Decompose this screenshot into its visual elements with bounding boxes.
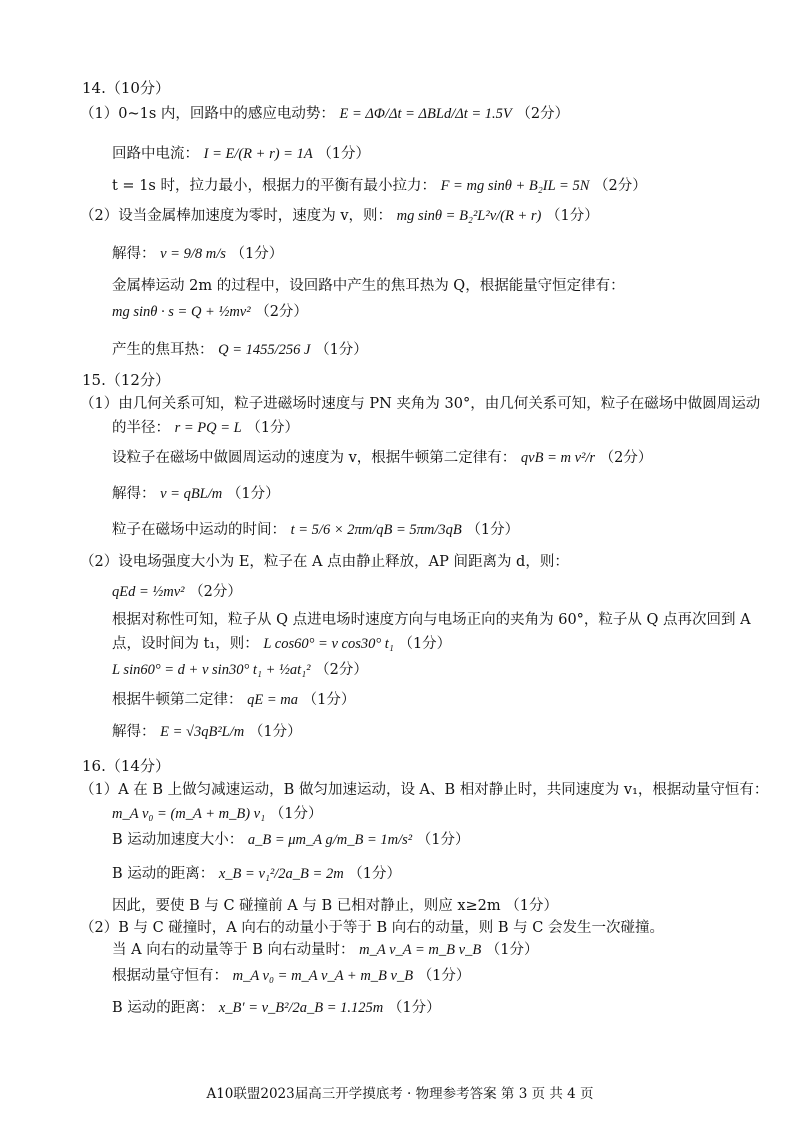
q14-heading: 14.（10分） bbox=[82, 79, 170, 97]
q16-part1-distance bbox=[112, 864, 401, 884]
text: 产生的焦耳热： bbox=[112, 342, 214, 358]
q15-part1-newton bbox=[112, 448, 652, 468]
q15-heading: 15.（12分） bbox=[82, 371, 170, 389]
text: （1）0~1s 内，回路中的感应电动势： bbox=[80, 106, 335, 122]
q15-part2-time-eq bbox=[112, 634, 451, 654]
text: 粒子在磁场中运动的时间： bbox=[112, 522, 286, 538]
formula: F = mg sinθ + B₂IL = 5N bbox=[440, 178, 590, 194]
formula: Q = 1455/256 J bbox=[218, 342, 311, 358]
page-footer: A10联盟2023届高三开学摸底考 · 物理参考答案 第 3 页 共 4 页 bbox=[206, 1086, 594, 1102]
score: （1分） bbox=[230, 246, 284, 262]
q15-part1-radius bbox=[112, 418, 299, 438]
q16-part2-equal-momentum bbox=[112, 940, 539, 960]
q16-part2-conservation bbox=[112, 966, 470, 986]
text: 解得： bbox=[112, 724, 156, 740]
text: （2）B 与 C 碰撞时，A 向右的动量小于等于 B 向右的动量，则 B 与 C 会发生一次碰撞。 bbox=[80, 920, 664, 936]
q16-part2-distance bbox=[112, 998, 441, 1018]
text: t = 1s 时，拉力最小，根据力的平衡有最小拉力： bbox=[112, 178, 436, 194]
q14-part2-heat bbox=[112, 340, 368, 360]
text: 设粒子在磁场中做圆周运动的速度为 v，根据牛顿第二定律有： bbox=[112, 450, 517, 466]
q15-part1-geometry bbox=[80, 394, 760, 414]
q15-part2-setup bbox=[80, 552, 569, 572]
formula: mg sinθ · s = Q + ½mv² bbox=[112, 304, 251, 320]
q14-part1-current bbox=[112, 144, 370, 164]
formula: r = PQ = L bbox=[174, 420, 242, 436]
score: （1分） bbox=[466, 522, 520, 538]
formula: v = 9/8 m/s bbox=[160, 246, 226, 262]
q16-part2-setup bbox=[80, 918, 664, 938]
text: （2）设电场强度大小为 E，粒子在 A 点由静止释放，AP 间距离为 d，则： bbox=[80, 554, 569, 570]
score: （1分） bbox=[348, 866, 402, 882]
score: （2分） bbox=[189, 584, 242, 600]
score: （2分） bbox=[255, 304, 308, 320]
q14-part2-energy-intro bbox=[112, 276, 625, 296]
q15-part1-time bbox=[112, 520, 519, 540]
text: 的半径： bbox=[112, 420, 170, 436]
text: 回路中电流： bbox=[112, 146, 199, 162]
formula: qvB = m v²/r bbox=[520, 450, 596, 466]
formula: m_A v₀ = m_A v_A + m_B v_B bbox=[232, 968, 414, 984]
text: B 运动加速度大小： bbox=[112, 832, 244, 848]
score: （1分） bbox=[485, 942, 539, 958]
score: （1分） bbox=[246, 420, 300, 436]
text: B 运动的距离： bbox=[112, 866, 215, 882]
score: （1分） bbox=[269, 806, 323, 822]
q16-part1-acceleration bbox=[112, 830, 469, 850]
score: （1分） bbox=[398, 636, 452, 652]
score: （1分） bbox=[387, 1000, 441, 1016]
score: （1分） bbox=[546, 208, 599, 224]
q15-part2-work-energy bbox=[112, 582, 242, 602]
q14-part2-velocity-condition bbox=[80, 206, 599, 226]
q15-part1-solve-v bbox=[112, 484, 280, 504]
q15-part2-symmetry bbox=[112, 610, 751, 630]
formula: x_B = v₁²/2a_B = 2m bbox=[218, 866, 344, 882]
formula: v = qBL/m bbox=[160, 486, 223, 502]
q15-part2-displacement-eq bbox=[112, 660, 368, 680]
text: 根据动量守恒有： bbox=[112, 968, 228, 984]
score: （1分） bbox=[417, 968, 471, 984]
score: （1分） bbox=[226, 486, 280, 502]
q16-heading: 16.（14分） bbox=[82, 757, 170, 775]
formula: L sin60° = d + v sin30° t₁ + ½at₁² bbox=[112, 662, 311, 678]
q14-part1-force bbox=[112, 176, 647, 196]
formula: x_B′ = v_B²/2a_B = 1.125m bbox=[218, 1000, 384, 1016]
text: B 运动的距离： bbox=[112, 1000, 215, 1016]
text: 解得： bbox=[112, 246, 156, 262]
text: 根据对称性可知，粒子从 Q 点进电场时速度方向与电场正向的夹角为 60°，粒子从 Q 点再次回到 A bbox=[112, 612, 751, 628]
q16-part1-setup bbox=[80, 780, 768, 800]
text: （1）A 在 B 上做匀减速运动，B 做匀加速运动，设 A、B 相对静止时，共同速度为 v₁，根据动量守恒有： bbox=[80, 782, 769, 798]
text: 当 A 向右的动量等于 B 向右动量时： bbox=[112, 942, 355, 958]
formula: E = ΔΦ/Δt = ΔBLd/Δt = 1.5V bbox=[339, 106, 512, 122]
formula: mg sinθ = B₂²L²v/(R + r) bbox=[396, 208, 542, 224]
q16-part1-conclusion bbox=[112, 896, 558, 916]
score: （2分） bbox=[599, 450, 653, 466]
q15-part2-newton bbox=[112, 690, 355, 710]
text: 解得： bbox=[112, 486, 156, 502]
score: （1分） bbox=[315, 342, 368, 358]
formula: I = E/(R + r) = 1A bbox=[203, 146, 313, 162]
q14-part2-solve-v bbox=[112, 244, 283, 264]
formula: qEd = ½mv² bbox=[112, 584, 185, 600]
score: （2分） bbox=[315, 662, 368, 678]
text: （2）设当金属棒加速度为零时，速度为 v，则： bbox=[80, 208, 393, 224]
text: 因此，要使 B 与 C 碰撞前 A 与 B 已相对静止，则应 x≥2m bbox=[112, 898, 501, 914]
score: （1分） bbox=[416, 832, 470, 848]
q16-part1-momentum bbox=[112, 804, 323, 824]
formula: qE = ma bbox=[247, 692, 298, 708]
score: （1分） bbox=[505, 898, 559, 914]
formula: t = 5/6 × 2πm/qB = 5πm/3qB bbox=[290, 522, 462, 538]
text: 金属棒运动 2m 的过程中，设回路中产生的焦耳热为 Q，根据能量守恒定律有： bbox=[112, 278, 625, 294]
formula: E = √3qB²L/m bbox=[160, 724, 245, 740]
formula: m_A v₀ = (m_A + m_B) v₁ bbox=[112, 806, 266, 822]
score: （1分） bbox=[248, 724, 302, 740]
text: 点，设时间为 t₁，则： bbox=[112, 636, 259, 652]
score: （2分） bbox=[516, 106, 570, 122]
formula: m_A v_A = m_B v_B bbox=[359, 942, 482, 958]
q14-part2-energy-eq bbox=[112, 302, 308, 322]
score: （1分） bbox=[317, 146, 371, 162]
q14-part1-emf bbox=[80, 104, 569, 124]
text: 根据牛顿第二定律： bbox=[112, 692, 243, 708]
q15-part2-solve-e bbox=[112, 722, 302, 742]
text: （1）由几何关系可知，粒子进磁场时速度与 PN 夹角为 30°，由几何关系可知，粒子在磁场中做圆周运动 bbox=[80, 396, 761, 412]
formula: a_B = μm_A g/m_B = 1m/s² bbox=[247, 832, 413, 848]
formula: L cos60° = v cos30° t₁ bbox=[263, 636, 394, 652]
score: （1分） bbox=[302, 692, 356, 708]
score: （2分） bbox=[594, 178, 647, 194]
